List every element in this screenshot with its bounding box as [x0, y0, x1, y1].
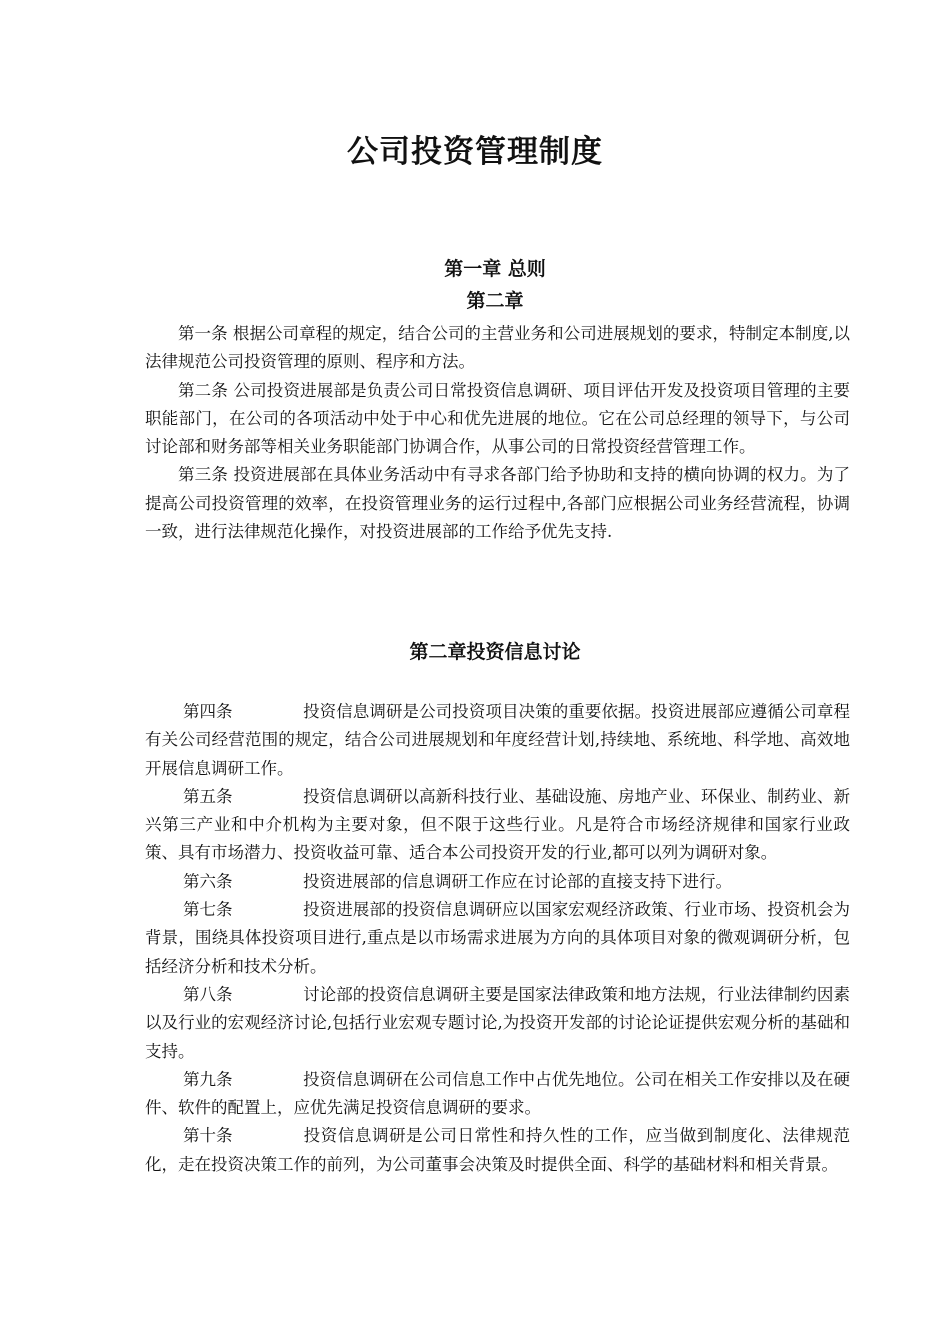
article-4: [145, 698, 850, 783]
article-3-text: 投资进展部在具体业务活动中有寻求各部门给予协助和支持的横向协调的权力。为了提高公司投资管理的效率，在投资管理业务的运行过程中,各部门应根据公司业务经营流程，协调一致，进行法律规范化操作，对投资进展部的工作给予优先支持.: [145, 465, 851, 542]
chapter-2-heading: 第二章投资信息讨论: [409, 641, 581, 663]
article-9-label: 第九条: [183, 1069, 233, 1089]
article-6: [145, 868, 850, 896]
article-1-label: 第一条: [178, 324, 228, 343]
article-2-label: 第二条: [178, 380, 229, 400]
article-4-label: 第四条: [183, 702, 233, 721]
article-7-text: 投资进展部的投资信息调研应以国家宏观经济政策、行业市场、投资机会为背景，围绕具体投资项目进行,重点是以市场需求进展为方向的具体项目对象的微观调研分析，包括经济分析和技术分析。: [145, 900, 850, 976]
chapter-2-body: [145, 698, 850, 1179]
article-9-text: 投资信息调研在公司信息工作中占优先地位。公司在相关工作安排以及在硬件、软件的配置上，应优先满足投资信息调研的要求。: [145, 1069, 850, 1118]
article-9: [145, 1066, 850, 1123]
article-2: [145, 377, 850, 462]
document-title: 公司投资管理制度: [347, 134, 603, 170]
chapter-1-heading: 第一章 总则: [444, 258, 546, 280]
article-5: [145, 783, 850, 868]
article-8-label: 第八条: [183, 984, 233, 1004]
article-1-text: 根据公司章程的规定，结合公司的主营业务和公司进展规划的要求，特制定本制度,以法律规范公司投资管理的原则、程序和方法。: [145, 324, 851, 372]
article-7-label: 第七条: [183, 900, 233, 920]
article-10-text: 投资信息调研是公司日常性和持久性的工作，应当做到制度化、法律规范化，走在投资决策工作的前列，为公司董事会决策及时提供全面、科学的基础材料和相关背景。: [145, 1126, 850, 1174]
article-6-text: 投资进展部的信息调研工作应在讨论部的直接支持下进行。: [303, 871, 732, 891]
article-4-text: 投资信息调研是公司投资项目决策的重要依据。投资进展部应遵循公司章程有关公司经营范围的规定，结合公司进展规划和年度经营计划,持续地、系统地、科学地、高效地开展信息调研工作。: [145, 702, 850, 778]
article-3-label: 第三条: [178, 465, 229, 485]
article-10-label: 第十条: [183, 1126, 233, 1146]
article-6-label: 第六条: [183, 871, 233, 891]
article-5-label: 第五条: [183, 786, 233, 806]
article-8: [145, 981, 850, 1066]
article-8-text: 讨论部的投资信息调研主要是国家法律政策和地方法规，行业法律制约因素以及行业的宏观经济讨论,包括行业宏观专题讨论,为投资开发部的讨论论证提供宏观分析的基础和支持。: [145, 984, 850, 1061]
article-2-text: 公司投资进展部是负责公司日常投资信息调研、项目评估开发及投资项目管理的主要职能部门，在公司的各项活动中处于中心和优先进展的地位。它在公司总经理的领导下，与公司讨论部和财务部等相关业务职能部门协调合作，从事公司的日常投资经营管理工作。: [145, 380, 851, 457]
article-10: [145, 1122, 850, 1179]
chapter-1-subheading: 第二章: [466, 290, 524, 312]
article-7: [145, 896, 850, 981]
article-5-text: 投资信息调研以高新科技行业、基础设施、房地产业、环保业、制药业、新兴第三产业和中介机构为主要对象，但不限于这些行业。凡是符合市场经济规律和国家行业政策、具有市场潜力、投资收益可靠、适合本公司投资开发的行业,都可以列为调研对象。: [145, 786, 850, 863]
article-1: [145, 320, 850, 377]
chapter-1-body: [145, 320, 850, 546]
article-3: [145, 461, 850, 546]
